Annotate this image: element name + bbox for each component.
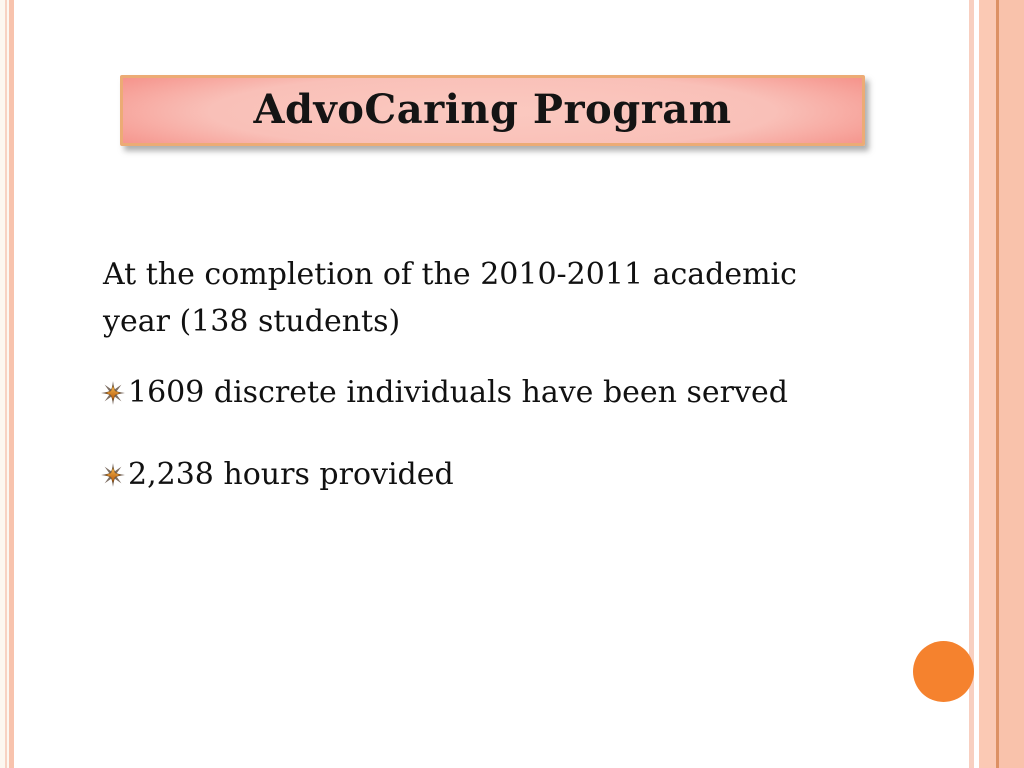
intro-paragraph xyxy=(103,251,863,345)
bullet-item xyxy=(100,372,880,414)
left-edge-band xyxy=(0,0,14,768)
right-thin-stripe xyxy=(969,0,974,768)
left-pink-stripe xyxy=(9,0,14,768)
title-banner xyxy=(120,75,865,146)
bullet-text: 2,238 hours provided xyxy=(128,457,454,492)
starburst-bullet-icon xyxy=(100,462,126,488)
starburst-bullet-icon xyxy=(100,380,126,406)
intro-line-2: year (138 students) xyxy=(103,304,401,339)
left-thin-stripe xyxy=(5,0,7,768)
bullet-text: 1609 discrete individuals have been served xyxy=(128,375,788,410)
page-title: AdvoCaring Program xyxy=(253,85,732,133)
right-pink-band-outer xyxy=(999,0,1024,768)
intro-line-1: At the completion of the 2010-2011 academic xyxy=(103,257,797,292)
bullet-item xyxy=(100,454,880,496)
orange-circle-decoration xyxy=(913,641,974,702)
